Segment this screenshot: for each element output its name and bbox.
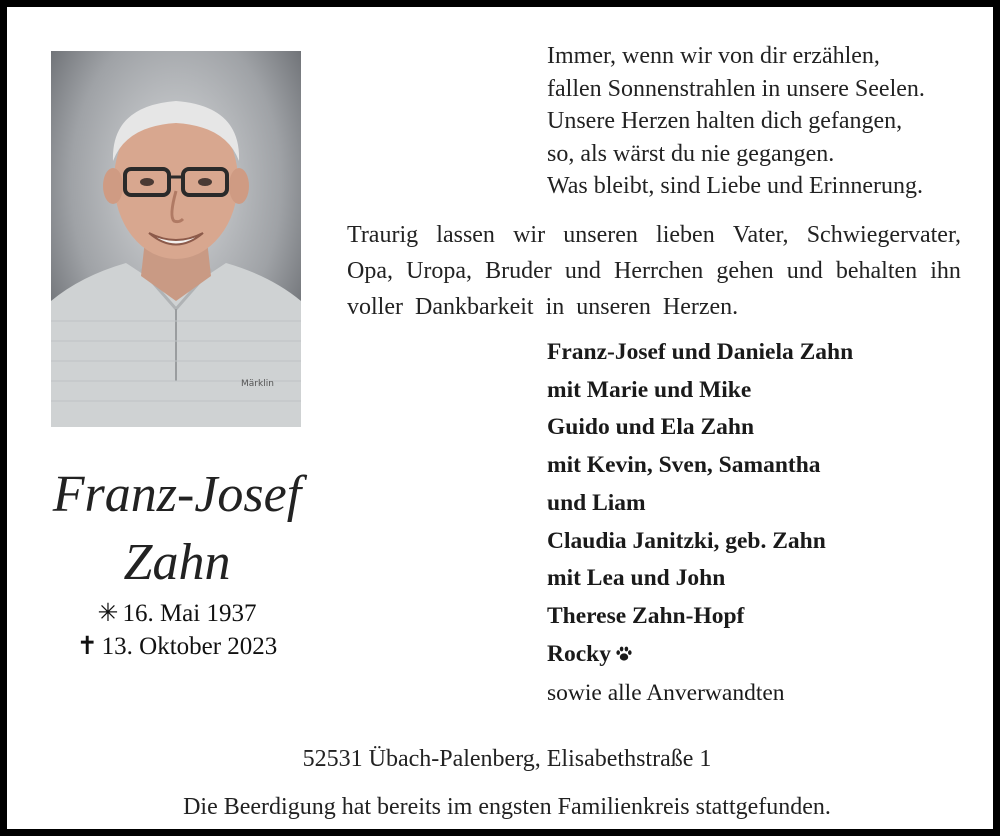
word: und bbox=[786, 258, 823, 284]
family-member: Therese Zahn-Hopf bbox=[547, 602, 745, 629]
family-list bbox=[547, 334, 987, 713]
word: Schwiegervater, bbox=[806, 222, 961, 248]
family-member: mit Lea und John bbox=[547, 565, 726, 592]
svg-text:Märklin: Märklin bbox=[241, 379, 274, 389]
word: Opa, bbox=[347, 258, 393, 284]
family-member: und Liam bbox=[547, 489, 646, 516]
word: Vater, bbox=[732, 222, 789, 248]
birth-date: 16. Mai 1937 bbox=[122, 600, 257, 627]
poem-line: Unsere Herzen halten dich gefangen, bbox=[547, 108, 903, 134]
family-member: Guido und Ela Zahn bbox=[547, 414, 755, 441]
word: unseren bbox=[563, 222, 638, 248]
poem-line: so, als wärst du nie gegangen. bbox=[547, 140, 835, 167]
family-member: mit Kevin, Sven, Samantha bbox=[547, 452, 821, 479]
poem-line: Immer, wenn wir von dir erzählen, bbox=[547, 43, 880, 69]
paw-icon bbox=[615, 638, 633, 676]
poem-line: Was bleibt, sind Liebe und Erinnerung. bbox=[547, 173, 923, 199]
announcement-line: voller Dankbarkeit in unseren Herzen. bbox=[347, 294, 739, 320]
portrait-photo bbox=[51, 51, 301, 427]
poem-line: fallen Sonnenstrahlen in unsere Seelen. bbox=[547, 75, 925, 102]
word: wir bbox=[513, 222, 546, 248]
word: Uropa, bbox=[406, 258, 473, 284]
poem bbox=[547, 40, 987, 203]
pet-name: Rocky bbox=[547, 640, 611, 667]
word: lassen bbox=[436, 222, 495, 248]
death-date-line bbox=[27, 630, 327, 663]
family-member-pet bbox=[547, 636, 987, 676]
announcement-line bbox=[347, 253, 961, 289]
address: 52531 Übach-Palenberg, Elisabethstraße 1 bbox=[302, 746, 712, 772]
star-icon: ✳ bbox=[97, 600, 119, 627]
cross-icon: ✝ bbox=[76, 633, 98, 660]
word: ihn bbox=[930, 258, 961, 284]
word: und bbox=[564, 258, 601, 284]
announcement-line bbox=[347, 217, 961, 253]
family-member: Franz-Josef und Daniela Zahn bbox=[547, 339, 854, 365]
relatives: sowie alle Anverwandten bbox=[547, 680, 785, 707]
word: Herrchen bbox=[614, 258, 704, 284]
birth-date-line bbox=[27, 597, 327, 630]
deceased-first-name: Franz-Josef bbox=[52, 466, 302, 523]
deceased-last-name: Zahn bbox=[123, 534, 231, 591]
family-member: mit Marie und Mike bbox=[547, 376, 752, 403]
family-member: Claudia Janitzki, geb. Zahn bbox=[547, 527, 826, 554]
word: gehen bbox=[716, 258, 774, 284]
announcement-text bbox=[347, 217, 961, 325]
portrait-illustration bbox=[51, 51, 301, 427]
word: lieben bbox=[656, 222, 715, 248]
death-date: 13. Oktober 2023 bbox=[101, 633, 278, 660]
funeral-note: Die Beerdigung hat bereits im engsten Familienkreis stattgefunden. bbox=[183, 794, 831, 820]
word: Traurig bbox=[347, 222, 419, 248]
word: Bruder bbox=[485, 258, 552, 284]
word: behalten bbox=[835, 258, 918, 284]
